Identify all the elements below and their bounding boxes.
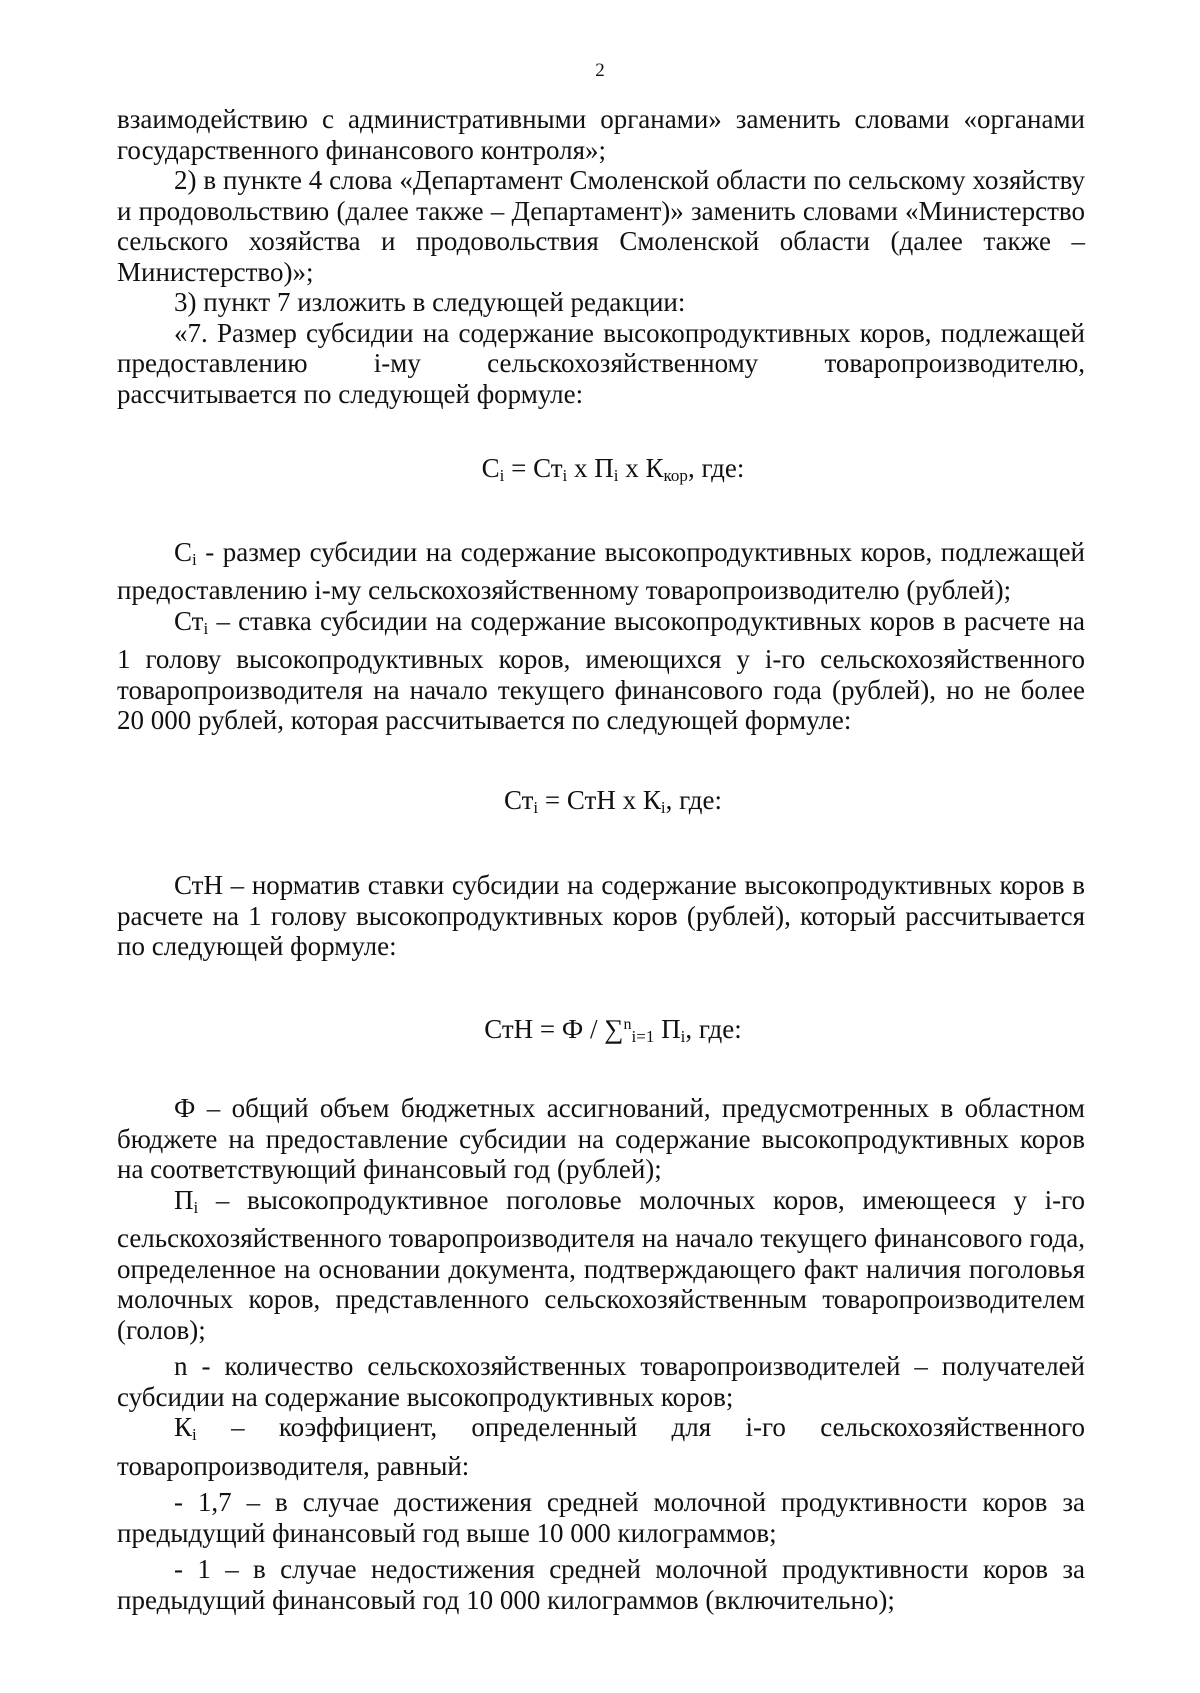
page-number: 2 (595, 60, 605, 81)
list-item: - 1,7 – в случае достижения средней молочной продуктивности коров за предыдущий финансовый год выше 10 000 килограммов; (117, 1487, 1085, 1548)
paragraph: взаимодействию с административными органами» заменить словами «органами государственного финансового контроля»; (117, 104, 1085, 165)
formula-norm: СтН = Ф / ∑$^n_{i=1}$ $П_i$, где: (484, 1013, 742, 1046)
definition-ctn: СтН – норматив ставки субсидии на содержание высокопродуктивных коров в расчете на 1 голову высокопродуктивных коров (рублей), который рассчитывается по следующей формуле: (117, 870, 1085, 961)
definition-pi: $П_i$ – высокопродуктивное поголовье молочных коров, имеющееся у i-го сельскохозяйственного товаропроизводителя на начало текущего финансового года, определенное на основании документа, подтверждающего факт наличия поголовья молочных коров, представленного сельскохозяйственным товаропроизводителем (голов); (117, 1184, 1085, 1345)
definition-cti: $Ст_i$ – ставка субсидии на содержание высокопродуктивных коров в расчете на 1 голову высокопродуктивных коров, имеющихся у i-го сельскохозяйственного товаропроизводителя на начало текущего финансового года (рублей), но не более 20 000 рублей, которая рассчитывается по следующей формуле: (117, 605, 1085, 735)
definition-ki: $К_i$ – коэффициент, определенный для i-го сельскохозяйственного (174, 1412, 1085, 1444)
paragraph: 2) в пункте 4 слова «Департамент Смоленской области по сельскому хозяйству и продовольствию (далее также – Департамент)» заменить словами «Министерство сельского хозяйства и продовольствия Смоленской области (далее также – Министерство)»; (117, 165, 1085, 287)
formula-rate: $Ст_i$ = СтН x $К_i$, где: (503, 784, 723, 817)
formula-subsidy-size: $С_i = Ст_i$ x $П_i$ x $К_{кор}$, где: (481, 453, 745, 485)
definition-ci: $С_i$ - размер субсидии на содержание высокопродуктивных коров, подлежащей предоставлению i-му сельскохозяйственному товаропроизводителю (рублей); (117, 536, 1085, 605)
paragraph: «7. Размер субсидии на содержание высокопродуктивных коров, подлежащей предоставлению i-му сельскохозяйственному товаропроизводителю, рассчитывается по следующей формуле: (117, 317, 1085, 409)
document-body (117, 104, 1085, 1615)
definition-phi: Ф – общий объем бюджетных ассигнований, предусмотренных в областном бюджете на предоставление субсидии на содержание высокопродуктивных коров на соответствующий финансовый год (рублей); (117, 1093, 1085, 1184)
definition-ki-continued: товаропроизводителя, равный: (117, 1450, 470, 1481)
definition-n: n - количество сельскохозяйственных товаропроизводителей – получателей субсидии на содержание высокопродуктивных коров; (117, 1351, 1085, 1412)
paragraph: 3) пункт 7 изложить в следующей редакции: (174, 287, 686, 317)
list-item: - 1 – в случае недостижения средней молочной продуктивности коров за предыдущий финансовый год 10 000 килограммов (включительно); (117, 1554, 1085, 1615)
